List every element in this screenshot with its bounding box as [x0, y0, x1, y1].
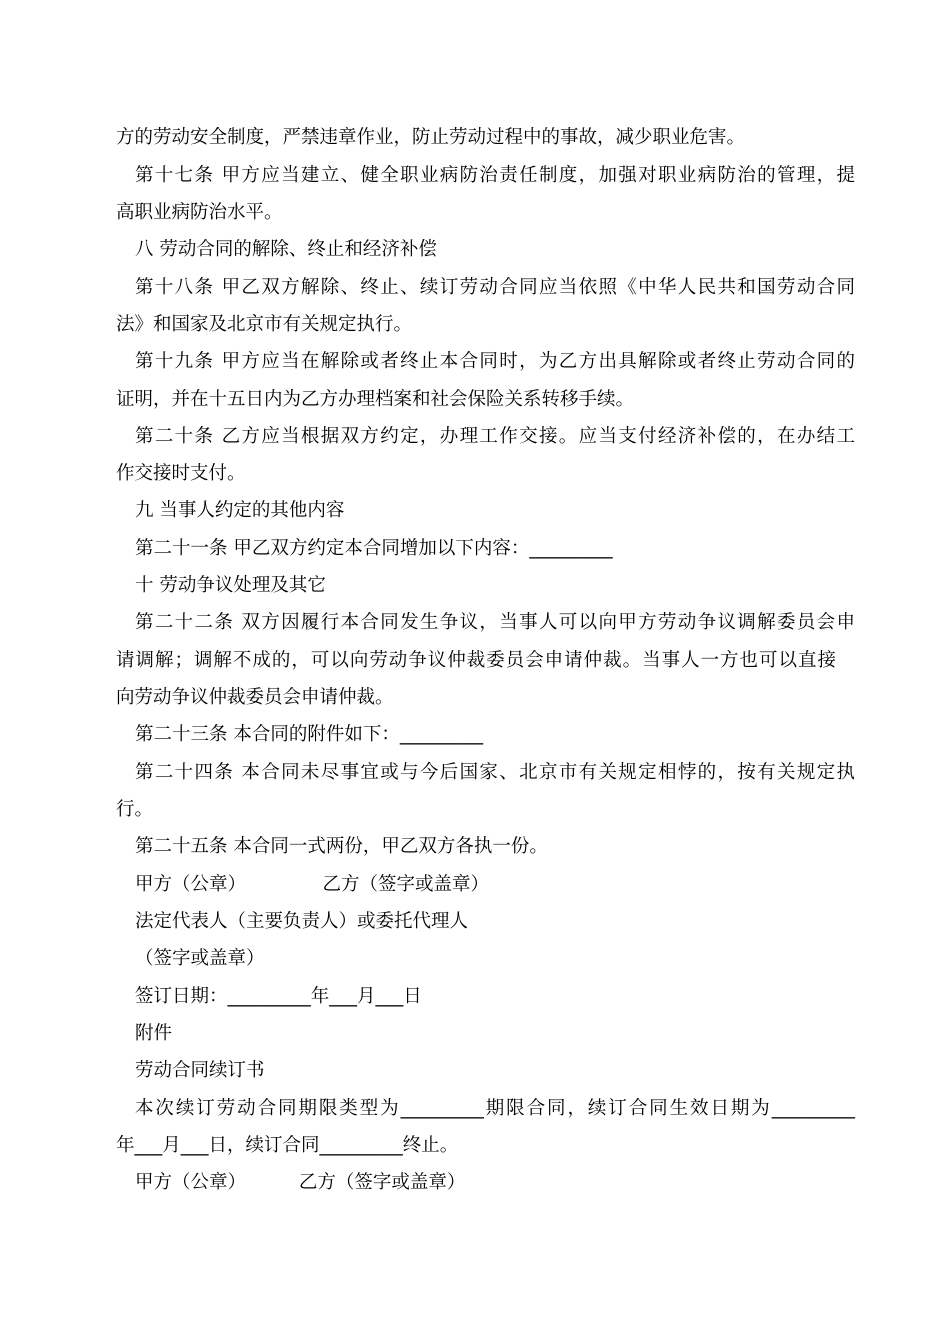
paragraph-line: 证明，并在十五日内为乙方办理档案和社会保险关系转移手续。 — [116, 389, 635, 410]
paragraph-line: 向劳动争议仲裁委员会申请仲裁。 — [116, 687, 394, 708]
appendix-heading: 附件 — [135, 1023, 173, 1044]
article-22-line: 第二十二条 双方因履行本合同发生争议，当事人可以向甲方劳动争议调解委员会申 — [135, 612, 855, 633]
signature-note-line: （签字或盖章） — [135, 948, 265, 969]
legal-representative-line: 法定代表人（主要负责人）或委托代理人 — [135, 911, 469, 932]
paragraph-line: 法》和国家及北京市有关规定执行。 — [116, 314, 413, 335]
paragraph-line: 高职业病防治水平。 — [116, 202, 283, 223]
paragraph-line: 年___月___日，续订合同_________终止。 — [116, 1135, 459, 1156]
article-21-line: 第二十一条 甲乙双方约定本合同增加以下内容：_________ — [135, 538, 613, 559]
article-23-line: 第二十三条 本合同的附件如下：_________ — [135, 724, 484, 745]
article-19-line: 第十九条 甲方应当在解除或者终止本合同时，为乙方出具解除或者终止劳动合同的 — [135, 351, 855, 372]
article-18-line: 第十八条 甲乙双方解除、终止、续订劳动合同应当依照《中华人民共和国劳动合同 — [135, 277, 855, 298]
renewal-title: 劳动合同续订书 — [135, 1060, 265, 1081]
section-heading-8: 八 劳动合同的解除、终止和经济补偿 — [135, 239, 437, 260]
signing-date-line: 签订日期：_________年___月___日 — [135, 986, 422, 1007]
signature-parties-line: 甲方（公章） 乙方（签字或盖章） — [135, 874, 489, 895]
section-heading-9: 九 当事人约定的其他内容 — [135, 500, 345, 521]
paragraph-line: 作交接时支付。 — [116, 463, 246, 484]
paragraph-line: 方的劳动安全制度，严禁违章作业，防止劳动过程中的事故，减少职业危害。 — [116, 127, 746, 148]
renewal-signature-line: 甲方（公章） 乙方（签字或盖章） — [135, 1172, 466, 1193]
paragraph-line: 行。 — [116, 799, 154, 820]
article-25-line: 第二十五条 本合同一式两份，甲乙双方各执一份。 — [135, 836, 548, 857]
article-17-line: 第十七条 甲方应当建立、健全职业病防治责任制度，加强对职业病防治的管理，提 — [135, 165, 855, 186]
article-24-line: 第二十四条 本合同未尽事宜或与今后国家、北京市有关规定相悖的，按有关规定执 — [135, 762, 855, 783]
paragraph-line: 请调解；调解不成的，可以向劳动争议仲裁委员会申请仲裁。当事人一方也可以直接 — [116, 650, 836, 671]
renewal-term-line: 本次续订劳动合同期限类型为_________期限合同，续订合同生效日期为_________ — [135, 1098, 855, 1119]
article-20-line: 第二十条 乙方应当根据双方约定，办理工作交接。应当支付经济补偿的，在办结工 — [135, 426, 855, 447]
section-heading-10: 十 劳动争议处理及其它 — [135, 575, 326, 596]
